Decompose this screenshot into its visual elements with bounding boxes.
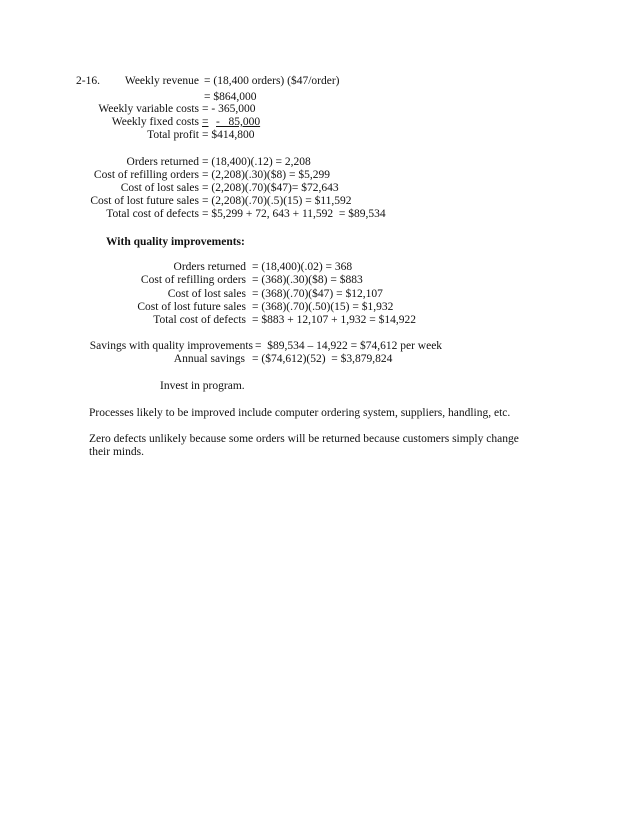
- cost-lost-future-sales-value: = (2,208)(.70)(.5)(15) = $11,592: [202, 195, 352, 207]
- zero-defects-line-2: their minds.: [89, 446, 144, 458]
- weekly-fixed-costs-equals: =: [202, 116, 209, 128]
- cost-lost-sales-value: = (2,208)(.70)($47)= $72,643: [202, 182, 339, 194]
- annual-savings-label: Annual savings: [173, 353, 245, 365]
- quality-total-cost-label: Total cost of defects: [153, 314, 246, 326]
- quality-cost-lost-sales-label: Cost of lost sales: [167, 288, 246, 300]
- cost-lost-sales-label: Cost of lost sales: [120, 182, 199, 194]
- quality-improvements-heading: With quality improvements:: [106, 236, 245, 248]
- annual-savings-value: = ($74,612)(52) = $3,879,824: [252, 353, 393, 365]
- cost-refilling-orders-value: = (2,208)(.30)($8) = $5,299: [202, 169, 330, 181]
- quality-total-cost-value: = $883 + 12,107 + 1,932 = $14,922: [252, 314, 416, 326]
- quality-cost-lost-future-value: = (368)(.70)(.50)(15) = $1,932: [252, 301, 394, 313]
- quality-cost-refilling-value: = (368)(.30)($8) = $883: [252, 274, 363, 286]
- weekly-fixed-costs-label: Weekly fixed costs: [111, 116, 199, 128]
- quality-orders-returned-value: = (18,400)(.02) = 368: [252, 261, 353, 273]
- quality-cost-refilling-label: Cost of refilling orders: [140, 274, 246, 286]
- zero-defects-line-1: Zero defects unlikely because some orders will be returned because customers simply change: [89, 433, 519, 445]
- weekly-variable-costs-value: = - 365,000: [202, 103, 256, 115]
- weekly-fixed-costs-value: - 85,000: [216, 116, 261, 128]
- total-profit-label: Total profit: [147, 129, 199, 141]
- savings-weekly-value: = $89,534 – 14,922 = $74,612 per week: [255, 340, 443, 352]
- cost-refilling-orders-label: Cost of refilling orders: [93, 169, 199, 181]
- quality-cost-lost-sales-value: = (368)(.70)($47) = $12,107: [252, 288, 383, 300]
- total-cost-defects-label: Total cost of defects: [106, 208, 199, 220]
- quality-cost-lost-future-label: Cost of lost future sales: [137, 301, 246, 313]
- total-profit-value: = $414,800: [202, 129, 255, 141]
- orders-returned-value: = (18,400)(.12) = 2,208: [202, 156, 311, 168]
- orders-returned-label: Orders returned: [126, 156, 199, 168]
- quality-orders-returned-label: Orders returned: [173, 261, 246, 273]
- problem-number: 2-16.: [76, 75, 100, 87]
- weekly-variable-costs-label: Weekly variable costs: [98, 103, 199, 115]
- weekly-revenue-label: Weekly revenue: [124, 75, 199, 87]
- savings-weekly-label: Savings with quality improvements: [89, 340, 253, 352]
- processes-statement: Processes likely to be improved include computer ordering system, suppliers, handling, etc.: [89, 407, 511, 419]
- invest-in-program: Invest in program.: [160, 380, 245, 392]
- weekly-revenue-formula: = (18,400 orders) ($47/order): [204, 75, 340, 87]
- weekly-revenue-value: = $864,000: [204, 91, 257, 103]
- cost-lost-future-sales-label: Cost of lost future sales: [90, 195, 199, 207]
- total-cost-defects-value: = $5,299 + 72, 643 + 11,592 = $89,534: [202, 208, 386, 220]
